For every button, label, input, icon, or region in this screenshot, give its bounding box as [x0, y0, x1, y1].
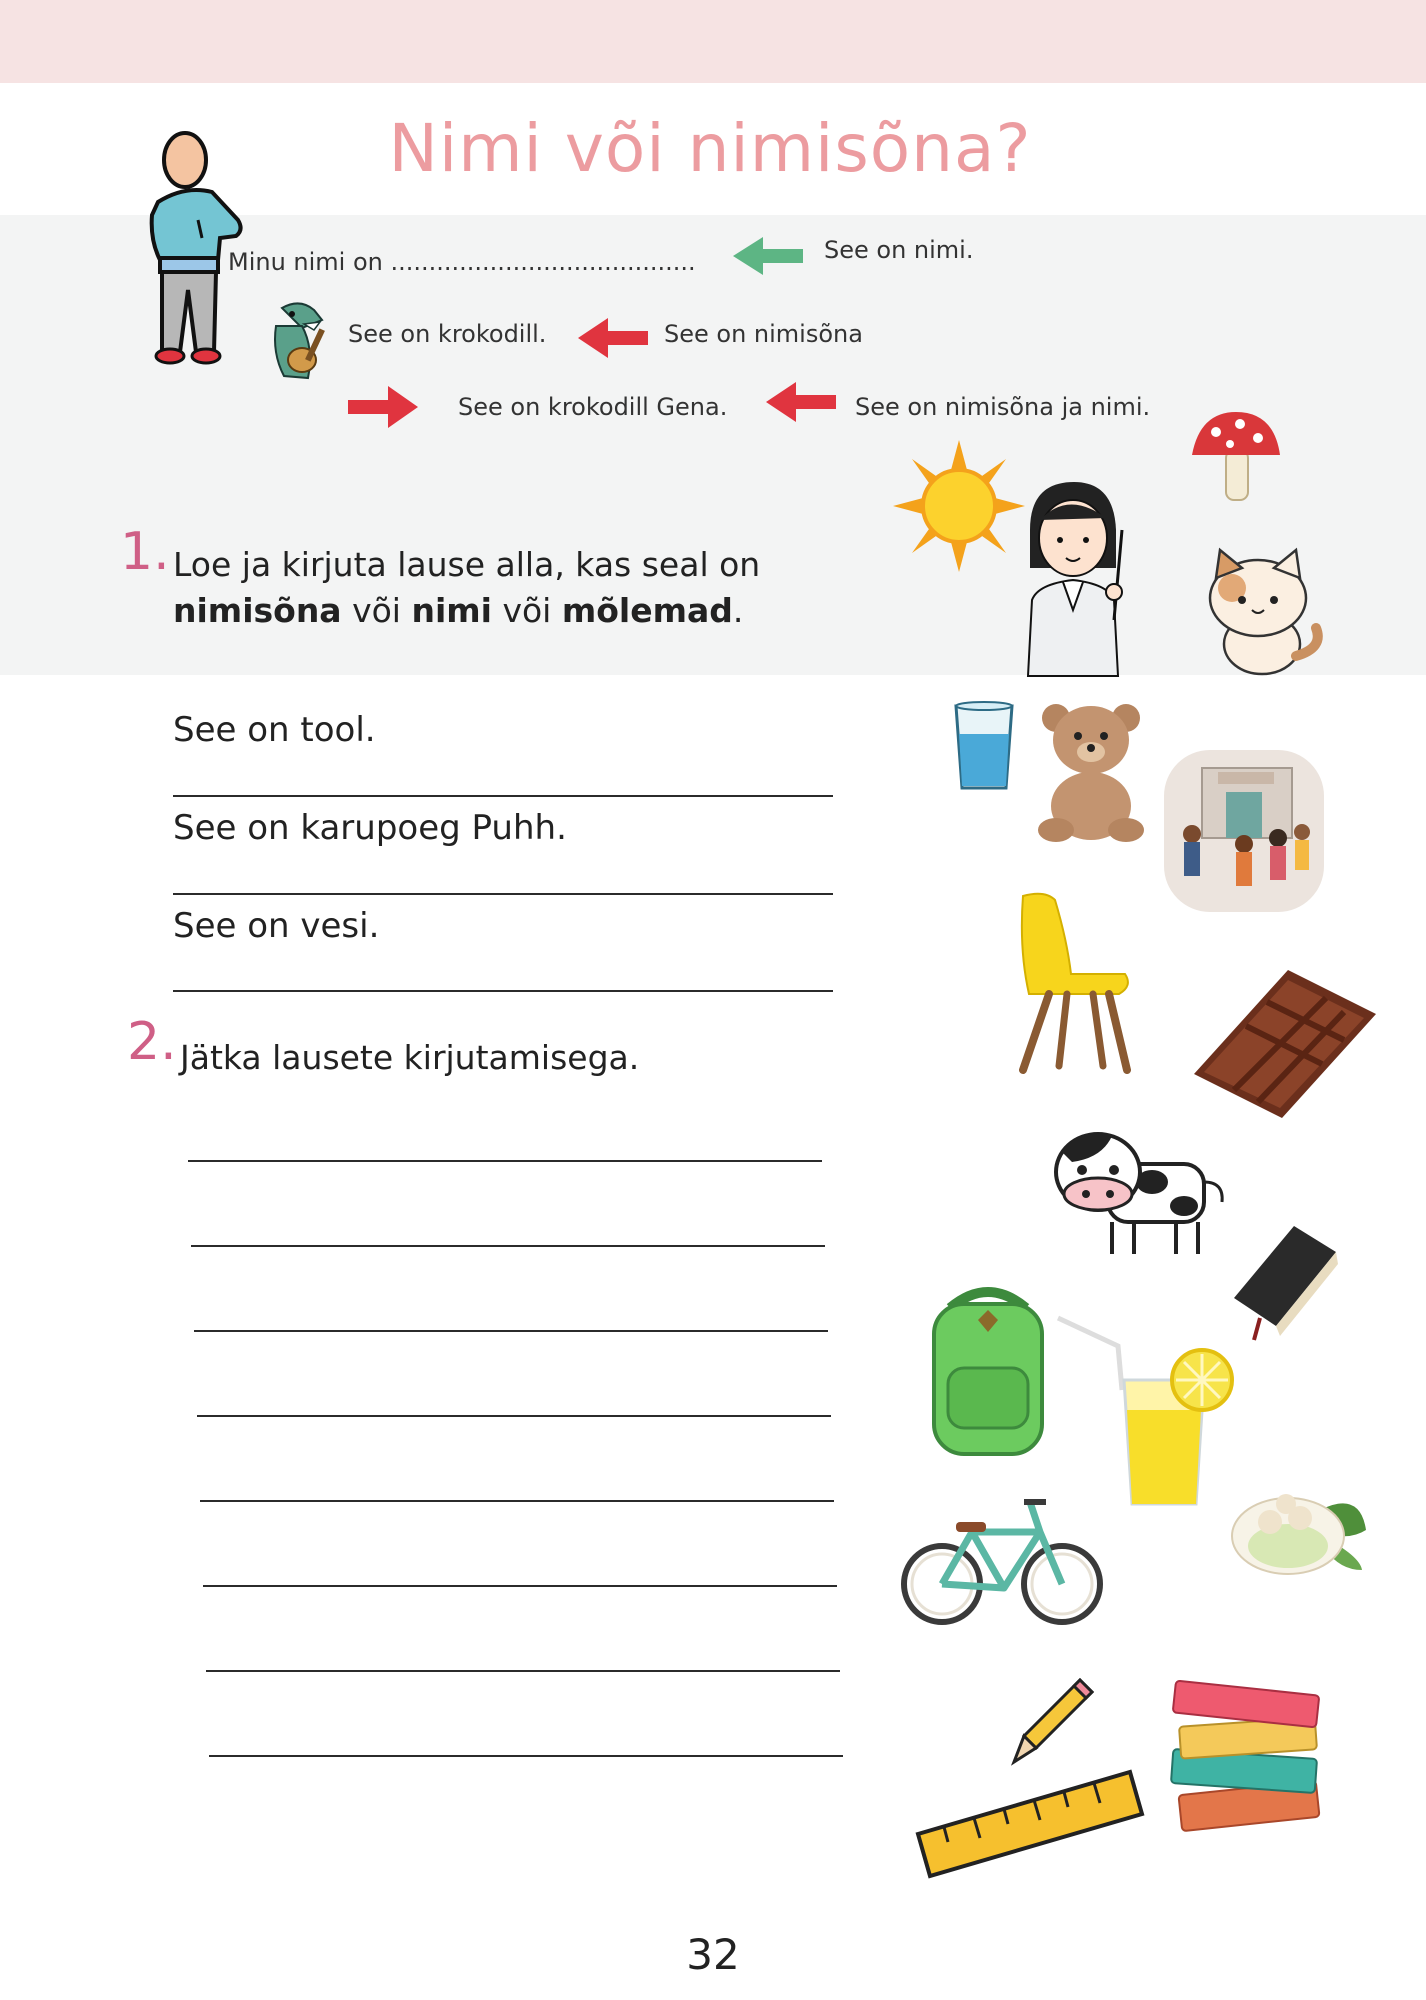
- writing-line[interactable]: [200, 1500, 834, 1502]
- left-arrow-red-icon: [578, 316, 648, 360]
- yellow-chair-icon: [1015, 890, 1133, 1074]
- task1-instruction-line1: Loe ja kirjuta lause alla, kas seal on: [173, 545, 761, 584]
- bold-both: mõlemad: [561, 591, 733, 630]
- teacher-icon: [1018, 480, 1140, 676]
- ruler-icon: [914, 1764, 1144, 1884]
- answer-line[interactable]: [173, 990, 833, 992]
- answer-line[interactable]: [173, 795, 833, 797]
- writing-line[interactable]: [203, 1585, 837, 1587]
- task1-number: 1.: [120, 522, 170, 582]
- answer-line[interactable]: [173, 893, 833, 895]
- task2-number: 2.: [127, 1012, 177, 1072]
- bold-name: nimi: [411, 591, 492, 630]
- task2-instruction: Jätka lausete kirjutamisega.: [180, 1038, 640, 1077]
- lemonade-icon: [1054, 1310, 1234, 1510]
- pencil-icon: [1012, 1676, 1096, 1766]
- notebook-icon: [1230, 1222, 1340, 1342]
- writing-line[interactable]: [194, 1330, 828, 1332]
- example-croc-sentence: See on krokodill.: [348, 320, 547, 348]
- example-croc-note: See on nimisõna: [664, 320, 863, 348]
- writing-line[interactable]: [206, 1670, 840, 1672]
- page-title: Nimi või nimisõna?: [388, 110, 1032, 187]
- sentence-pooh: See on karupoeg Puhh.: [173, 808, 567, 848]
- school-children-icon: [1162, 748, 1326, 914]
- sun-icon: [893, 440, 1025, 572]
- writing-line[interactable]: [197, 1415, 831, 1417]
- left-arrow-green-icon: [733, 235, 803, 277]
- cow-icon: [1052, 1122, 1232, 1260]
- cat-icon: [1204, 548, 1328, 678]
- bold-noun: nimisõna: [173, 591, 342, 630]
- top-header-band: [0, 0, 1426, 83]
- writing-line[interactable]: [188, 1160, 822, 1162]
- writing-line[interactable]: [209, 1755, 843, 1757]
- sentence-chair: See on tool.: [173, 710, 376, 750]
- example-gena-note: See on nimisõna ja nimi.: [855, 393, 1151, 421]
- example-name-note: See on nimi.: [824, 236, 974, 264]
- right-arrow-red-icon: [348, 384, 418, 430]
- left-arrow-red-icon: [766, 380, 836, 424]
- backpack-icon: [920, 1282, 1056, 1462]
- task1-instruction-line2: nimisõna või nimi või mõlemad.: [173, 591, 744, 630]
- book-stack-icon: [1166, 1676, 1328, 1832]
- chocolate-bar-icon: [1192, 964, 1378, 1124]
- crocodile-guitar-icon: [262, 298, 344, 388]
- coconut-dessert-icon: [1230, 1470, 1370, 1580]
- water-glass-icon: [952, 700, 1016, 792]
- example-gena-sentence: See on krokodill Gena.: [458, 393, 728, 421]
- teddy-bear-icon: [1036, 700, 1146, 844]
- bicycle-icon: [900, 1492, 1106, 1628]
- sentence-water: See on vesi.: [173, 906, 380, 946]
- writing-line[interactable]: [191, 1245, 825, 1247]
- page-number: 32: [686, 1930, 740, 1979]
- example-name-line: Minu nimi on ........................................: [228, 248, 696, 276]
- mushroom-icon: [1190, 410, 1282, 510]
